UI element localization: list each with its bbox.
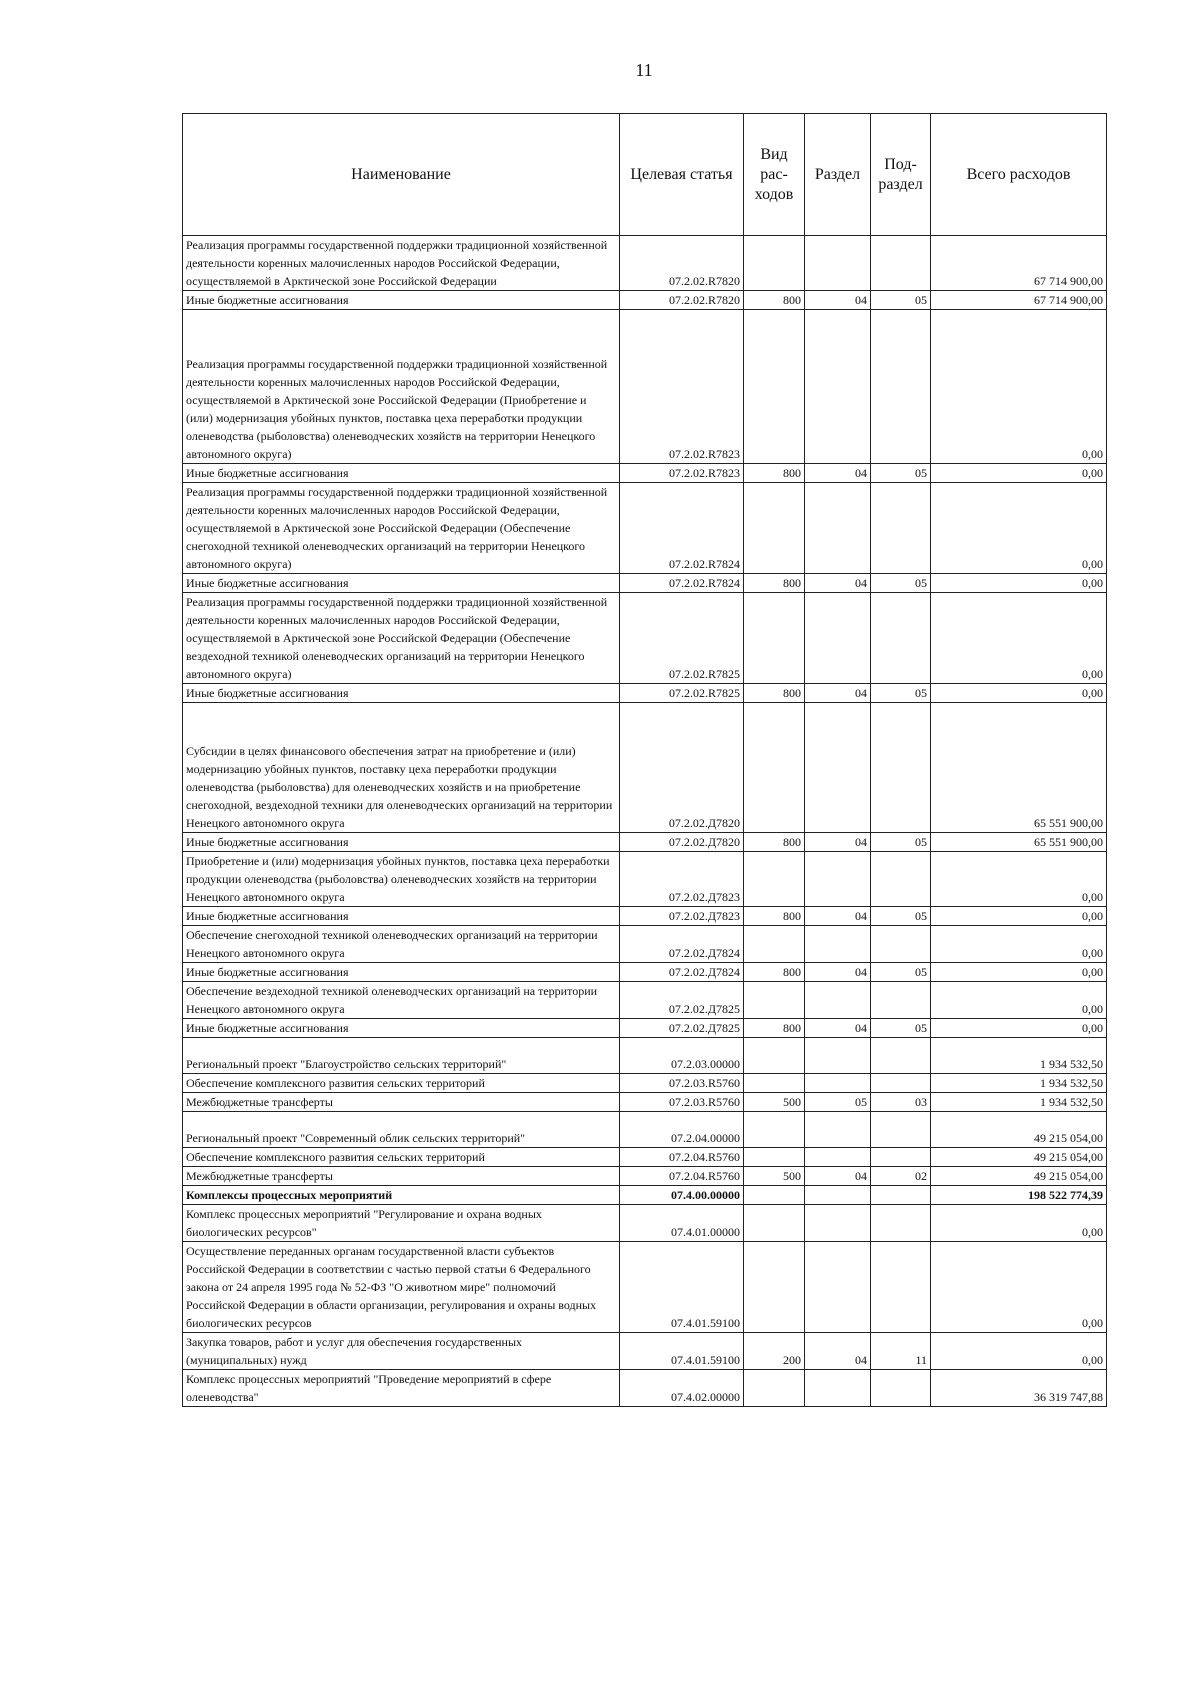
cell-kind xyxy=(744,703,805,833)
cell-code: 07.2.02.R7823 xyxy=(620,464,744,483)
cell-kind xyxy=(744,1148,805,1167)
cell-name: Иные бюджетные ассигнования xyxy=(183,291,620,310)
cell-code: 07.2.04.R5760 xyxy=(620,1148,744,1167)
cell-amount: 0,00 xyxy=(931,1242,1107,1333)
cell-kind: 800 xyxy=(744,833,805,852)
cell-subsection: 02 xyxy=(871,1167,931,1186)
cell-kind: 800 xyxy=(744,574,805,593)
table-row xyxy=(183,291,1107,310)
cell-kind: 800 xyxy=(744,684,805,703)
cell-amount: 49 215 054,00 xyxy=(931,1148,1107,1167)
cell-section xyxy=(805,1038,871,1074)
cell-section xyxy=(805,236,871,291)
cell-subsection: 11 xyxy=(871,1333,931,1370)
cell-subsection xyxy=(871,926,931,963)
cell-code: 07.2.02.R7825 xyxy=(620,593,744,684)
table-row xyxy=(183,464,1107,483)
cell-amount: 49 215 054,00 xyxy=(931,1167,1107,1186)
cell-section: 04 xyxy=(805,907,871,926)
cell-code: 07.2.02.R7824 xyxy=(620,574,744,593)
cell-subsection xyxy=(871,310,931,464)
cell-kind xyxy=(744,483,805,574)
cell-kind xyxy=(744,926,805,963)
cell-subsection: 05 xyxy=(871,963,931,982)
header-section: Раздел xyxy=(805,114,871,236)
cell-subsection xyxy=(871,852,931,907)
table-row xyxy=(183,1093,1107,1112)
cell-amount: 0,00 xyxy=(931,310,1107,464)
cell-name: Комплексы процессных мероприятий xyxy=(183,1186,620,1205)
cell-name: Межбюджетные трансферты xyxy=(183,1167,620,1186)
cell-subsection: 05 xyxy=(871,684,931,703)
table-row xyxy=(183,310,1107,464)
cell-kind: 800 xyxy=(744,291,805,310)
table-row xyxy=(183,1186,1107,1205)
cell-kind xyxy=(744,1370,805,1407)
cell-name: Реализация программы государственной поддержки традиционной хозяйственной деятельности коренных малочисленных народов Российской Федерации, осуществляемой в Арктической зоне Российской Федерации xyxy=(183,236,620,291)
cell-kind xyxy=(744,1205,805,1242)
cell-section xyxy=(805,310,871,464)
cell-amount: 1 934 532,50 xyxy=(931,1074,1107,1093)
table-row xyxy=(183,483,1107,574)
table-header-row xyxy=(183,114,1107,236)
cell-kind: 200 xyxy=(744,1333,805,1370)
cell-kind xyxy=(744,1074,805,1093)
cell-subsection xyxy=(871,703,931,833)
cell-code: 07.2.02.Д7823 xyxy=(620,907,744,926)
cell-section xyxy=(805,926,871,963)
cell-code: 07.4.01.59100 xyxy=(620,1242,744,1333)
cell-name: Закупка товаров, работ и услуг для обеспечения государственных (муниципальных) нужд xyxy=(183,1333,620,1370)
cell-kind xyxy=(744,1112,805,1148)
cell-code: 07.2.02.Д7824 xyxy=(620,926,744,963)
cell-kind: 800 xyxy=(744,464,805,483)
cell-subsection xyxy=(871,982,931,1019)
table-row xyxy=(183,1242,1107,1333)
cell-kind: 500 xyxy=(744,1093,805,1112)
table-row xyxy=(183,684,1107,703)
cell-amount: 1 934 532,50 xyxy=(931,1093,1107,1112)
cell-kind: 500 xyxy=(744,1167,805,1186)
cell-section: 04 xyxy=(805,464,871,483)
cell-section xyxy=(805,1205,871,1242)
cell-kind xyxy=(744,1038,805,1074)
table-row xyxy=(183,1038,1107,1074)
cell-code: 07.2.04.R5760 xyxy=(620,1167,744,1186)
cell-amount: 0,00 xyxy=(931,483,1107,574)
cell-code: 07.2.03.R5760 xyxy=(620,1093,744,1112)
cell-code: 07.4.01.00000 xyxy=(620,1205,744,1242)
cell-section xyxy=(805,1112,871,1148)
cell-code: 07.4.00.00000 xyxy=(620,1186,744,1205)
cell-name: Иные бюджетные ассигнования xyxy=(183,1019,620,1038)
table-row xyxy=(183,1205,1107,1242)
cell-amount: 36 319 747,88 xyxy=(931,1370,1107,1407)
cell-section: 05 xyxy=(805,1093,871,1112)
cell-kind: 800 xyxy=(744,1019,805,1038)
cell-section: 04 xyxy=(805,833,871,852)
cell-amount: 0,00 xyxy=(931,1333,1107,1370)
cell-amount: 0,00 xyxy=(931,1019,1107,1038)
cell-section xyxy=(805,483,871,574)
cell-name: Субсидии в целях финансового обеспечения затрат на приобретение и (или) модернизацию убойных пунктов, поставку цеха переработки продукции оленеводства (рыболовства) для оленеводческих хозяйств и на приобретение снегоходной, вездеходной техники для оленеводческих организаций на территории Ненецкого автономного округа xyxy=(183,703,620,833)
cell-code: 07.4.01.59100 xyxy=(620,1333,744,1370)
table-row xyxy=(183,963,1107,982)
table-row xyxy=(183,926,1107,963)
cell-amount: 65 551 900,00 xyxy=(931,703,1107,833)
table-row xyxy=(183,982,1107,1019)
table-row xyxy=(183,1112,1107,1148)
page-number: 11 xyxy=(635,60,653,80)
header-subsection: Под-раздел xyxy=(871,114,931,236)
cell-code: 07.2.03.00000 xyxy=(620,1038,744,1074)
cell-section: 04 xyxy=(805,963,871,982)
table-body xyxy=(183,236,1107,1407)
table-row xyxy=(183,1333,1107,1370)
cell-amount: 1 934 532,50 xyxy=(931,1038,1107,1074)
cell-code: 07.2.02.Д7824 xyxy=(620,963,744,982)
table-row xyxy=(183,574,1107,593)
cell-subsection xyxy=(871,1074,931,1093)
table-row xyxy=(183,1019,1107,1038)
cell-subsection xyxy=(871,1112,931,1148)
table-row xyxy=(183,1167,1107,1186)
cell-name: Иные бюджетные ассигнования xyxy=(183,833,620,852)
cell-subsection: 05 xyxy=(871,1019,931,1038)
cell-subsection: 05 xyxy=(871,291,931,310)
cell-amount: 0,00 xyxy=(931,574,1107,593)
cell-section: 04 xyxy=(805,1019,871,1038)
cell-subsection xyxy=(871,1038,931,1074)
cell-name: Иные бюджетные ассигнования xyxy=(183,907,620,926)
cell-amount: 0,00 xyxy=(931,1205,1107,1242)
cell-name: Комплекс процессных мероприятий "Регулирование и охрана водных биологических ресурсов" xyxy=(183,1205,620,1242)
cell-code: 07.2.04.00000 xyxy=(620,1112,744,1148)
cell-amount: 198 522 774,39 xyxy=(931,1186,1107,1205)
header-target: Целевая статья xyxy=(620,114,744,236)
cell-kind xyxy=(744,982,805,1019)
cell-amount: 0,00 xyxy=(931,852,1107,907)
cell-amount: 0,00 xyxy=(931,907,1107,926)
cell-code: 07.2.02.R7824 xyxy=(620,483,744,574)
cell-kind xyxy=(744,310,805,464)
header-kind: Вид рас-ходов xyxy=(744,114,805,236)
table-row xyxy=(183,1148,1107,1167)
cell-code: 07.2.02.R7820 xyxy=(620,291,744,310)
table-row xyxy=(183,833,1107,852)
cell-name: Реализация программы государственной поддержки традиционной хозяйственной деятельности коренных малочисленных народов Российской Федерации, осуществляемой в Арктической зоне Российской Федерации (Обеспечение снегоходной техникой оленеводческих организаций на территории Ненецкого автономного округа) xyxy=(183,483,620,574)
cell-code: 07.2.03.R5760 xyxy=(620,1074,744,1093)
cell-kind xyxy=(744,593,805,684)
cell-subsection: 05 xyxy=(871,833,931,852)
cell-name: Обеспечение комплексного развития сельских территорий xyxy=(183,1074,620,1093)
table-row xyxy=(183,236,1107,291)
cell-name: Обеспечение комплексного развития сельских территорий xyxy=(183,1148,620,1167)
cell-name: Иные бюджетные ассигнования xyxy=(183,963,620,982)
cell-name: Комплекс процессных мероприятий "Проведение мероприятий в сфере оленеводства" xyxy=(183,1370,620,1407)
cell-name: Реализация программы государственной поддержки традиционной хозяйственной деятельности коренных малочисленных народов Российской Федерации, осуществляемой в Арктической зоне Российской Федерации (Приобретение и (или) модернизация убойных пунктов, поставка цеха переработки продукции оленеводства (рыболовства) оленеводческих хозяйств на территории Ненецкого автономного округа) xyxy=(183,310,620,464)
cell-name: Региональный проект "Благоустройство сельских территорий" xyxy=(183,1038,620,1074)
cell-section xyxy=(805,593,871,684)
table-row xyxy=(183,1370,1107,1407)
cell-subsection: 05 xyxy=(871,574,931,593)
cell-section xyxy=(805,1148,871,1167)
cell-subsection xyxy=(871,1370,931,1407)
cell-name: Реализация программы государственной поддержки традиционной хозяйственной деятельности коренных малочисленных народов Российской Федерации, осуществляемой в Арктической зоне Российской Федерации (Обеспечение вездеходной техникой оленеводческих организаций на территории Ненецкого автономного округа) xyxy=(183,593,620,684)
cell-code: 07.2.02.Д7825 xyxy=(620,1019,744,1038)
cell-name: Межбюджетные трансферты xyxy=(183,1093,620,1112)
cell-code: 07.2.02.R7820 xyxy=(620,236,744,291)
header-total: Всего расходов xyxy=(931,114,1107,236)
cell-amount: 49 215 054,00 xyxy=(931,1112,1107,1148)
budget-table xyxy=(182,113,1107,1407)
cell-section: 04 xyxy=(805,291,871,310)
cell-amount: 0,00 xyxy=(931,963,1107,982)
cell-name: Иные бюджетные ассигнования xyxy=(183,574,620,593)
cell-section: 04 xyxy=(805,1167,871,1186)
cell-section xyxy=(805,1370,871,1407)
cell-amount: 67 714 900,00 xyxy=(931,236,1107,291)
cell-name: Иные бюджетные ассигнования xyxy=(183,684,620,703)
cell-name: Осуществление переданных органам государственной власти субъектов Российской Федерации в соответствии с частью первой статьи 6 Федерального закона от 24 апреля 1995 года № 52-ФЗ "О животном мире" полномочий Российской Федерации в области организации, регулирования и охраны водных биологических ресурсов xyxy=(183,1242,620,1333)
cell-subsection xyxy=(871,1242,931,1333)
cell-name: Обеспечение снегоходной техникой оленеводческих организаций на территории Ненецкого автономного округа xyxy=(183,926,620,963)
cell-subsection xyxy=(871,1205,931,1242)
cell-subsection: 05 xyxy=(871,907,931,926)
cell-subsection xyxy=(871,593,931,684)
cell-subsection xyxy=(871,1148,931,1167)
cell-code: 07.2.02.R7823 xyxy=(620,310,744,464)
header-name: Наименование xyxy=(183,114,620,236)
cell-kind: 800 xyxy=(744,907,805,926)
cell-subsection: 05 xyxy=(871,464,931,483)
cell-subsection xyxy=(871,483,931,574)
cell-amount: 0,00 xyxy=(931,464,1107,483)
table-row xyxy=(183,593,1107,684)
cell-amount: 0,00 xyxy=(931,593,1107,684)
cell-name: Иные бюджетные ассигнования xyxy=(183,464,620,483)
cell-amount: 0,00 xyxy=(931,684,1107,703)
cell-code: 07.4.02.00000 xyxy=(620,1370,744,1407)
table-row xyxy=(183,852,1107,907)
cell-section xyxy=(805,852,871,907)
cell-amount: 65 551 900,00 xyxy=(931,833,1107,852)
cell-name: Приобретение и (или) модернизация убойных пунктов, поставка цеха переработки продукции оленеводства (рыболовства) оленеводческих хозяйств на территории Ненецкого автономного округа xyxy=(183,852,620,907)
cell-section: 04 xyxy=(805,574,871,593)
cell-section xyxy=(805,703,871,833)
table-row xyxy=(183,907,1107,926)
table-row xyxy=(183,703,1107,833)
cell-subsection xyxy=(871,1186,931,1205)
cell-code: 07.2.02.Д7825 xyxy=(620,982,744,1019)
cell-section xyxy=(805,1074,871,1093)
cell-code: 07.2.02.Д7820 xyxy=(620,833,744,852)
cell-section: 04 xyxy=(805,684,871,703)
cell-code: 07.2.02.Д7823 xyxy=(620,852,744,907)
cell-name: Обеспечение вездеходной техникой оленеводческих организаций на территории Ненецкого автономного округа xyxy=(183,982,620,1019)
cell-amount: 0,00 xyxy=(931,926,1107,963)
cell-kind xyxy=(744,852,805,907)
cell-code: 07.2.02.Д7820 xyxy=(620,703,744,833)
cell-name: Региональный проект "Современный облик сельских территорий" xyxy=(183,1112,620,1148)
cell-code: 07.2.02.R7825 xyxy=(620,684,744,703)
cell-kind xyxy=(744,236,805,291)
cell-section xyxy=(805,1186,871,1205)
cell-section: 04 xyxy=(805,1333,871,1370)
cell-section xyxy=(805,1242,871,1333)
cell-section xyxy=(805,982,871,1019)
cell-kind xyxy=(744,1186,805,1205)
cell-amount: 0,00 xyxy=(931,982,1107,1019)
table-row xyxy=(183,1074,1107,1093)
cell-kind: 800 xyxy=(744,963,805,982)
cell-subsection xyxy=(871,236,931,291)
cell-kind xyxy=(744,1242,805,1333)
cell-subsection: 03 xyxy=(871,1093,931,1112)
cell-amount: 67 714 900,00 xyxy=(931,291,1107,310)
